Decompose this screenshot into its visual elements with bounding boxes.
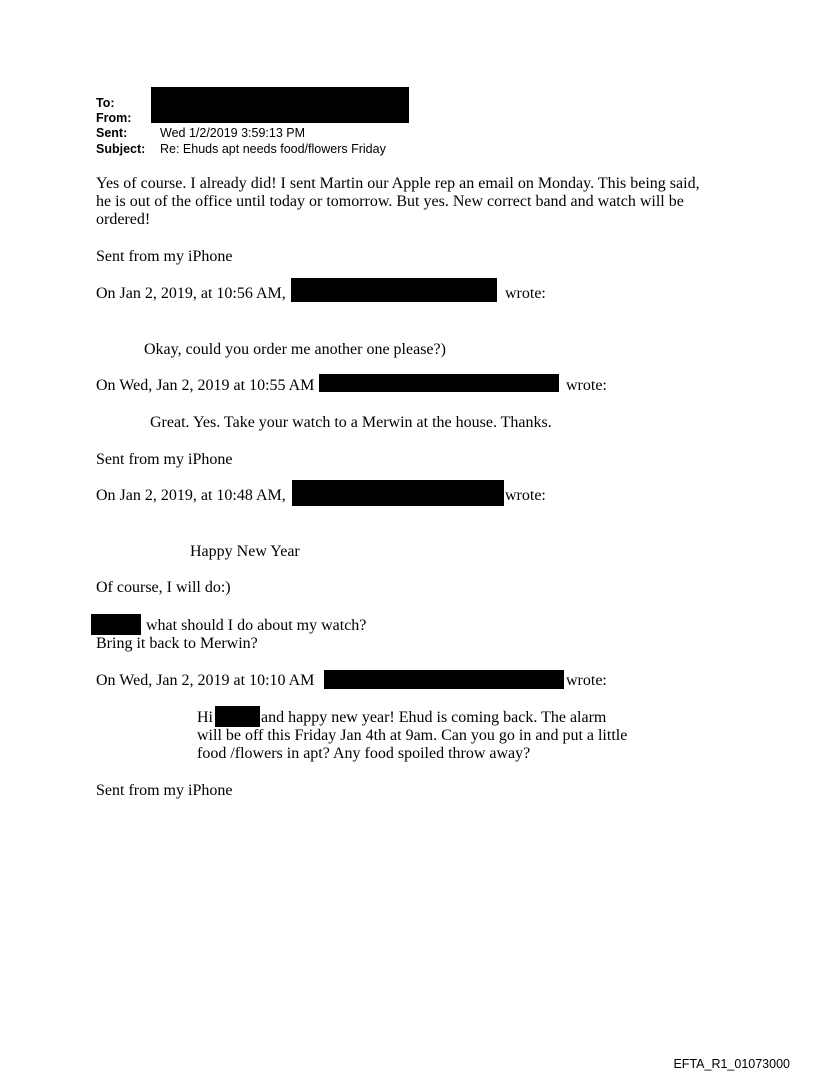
redaction-quote4-sender: [324, 670, 564, 689]
redaction-name-watch: [91, 614, 141, 635]
original-line-1: and happy new year! Ehud is coming back. The alarm: [261, 709, 607, 726]
reply-line-3: ordered!: [96, 211, 151, 228]
quote2-wrote: wrote:: [566, 377, 607, 394]
redaction-quote1-sender: [291, 278, 497, 302]
quote2-attribution: On Wed, Jan 2, 2019 at 10:55 AM: [96, 377, 315, 394]
reply-line-1: Yes of course. I already did! I sent Martin our Apple rep an email on Monday. This being said,: [96, 175, 700, 192]
quote1-attribution: On Jan 2, 2019, at 10:56 AM,: [96, 285, 286, 302]
sent-value: Wed 1/2/2019 3:59:13 PM: [160, 126, 306, 140]
original-line-3: food /flowers in apt? Any food spoiled throw away?: [197, 745, 531, 762]
subject-value: Re: Ehuds apt needs food/flowers Friday: [160, 142, 386, 156]
subject-label: Subject:: [96, 142, 146, 156]
quote4-attribution: On Wed, Jan 2, 2019 at 10:10 AM: [96, 672, 315, 689]
watch-line-2: Bring it back to Merwin?: [96, 635, 258, 652]
quote1-body: Okay, could you order me another one please?): [144, 341, 446, 358]
quote3-wrote: wrote:: [505, 487, 546, 504]
signature-1: Sent from my iPhone: [96, 248, 233, 265]
redaction-quote3-sender: [292, 480, 504, 506]
quote4-wrote: wrote:: [566, 672, 607, 689]
of-course-line: Of course, I will do:): [96, 579, 231, 596]
to-label: To:: [96, 96, 115, 110]
watch-line-1: what should I do about my watch?: [146, 617, 367, 634]
sent-label: Sent:: [96, 126, 128, 140]
quote3-attribution: On Jan 2, 2019, at 10:48 AM,: [96, 487, 286, 504]
quote3-body: Happy New Year: [190, 543, 300, 560]
reply-line-2: he is out of the office until today or tomorrow. But yes. New correct band and watch will be: [96, 193, 684, 210]
redaction-to-from: [151, 87, 409, 123]
from-label: From:: [96, 111, 132, 125]
quote1-wrote: wrote:: [505, 285, 546, 302]
original-line-2: will be off this Friday Jan 4th at 9am. Can you go in and put a little: [197, 727, 628, 744]
quote2-body: Great. Yes. Take your watch to a Merwin at the house. Thanks.: [150, 414, 552, 431]
redaction-quote2-sender: [319, 374, 559, 392]
document-id: EFTA_R1_01073000: [673, 1057, 790, 1071]
signature-2: Sent from my iPhone: [96, 451, 233, 468]
original-hi: Hi: [197, 709, 213, 726]
signature-3: Sent from my iPhone: [96, 782, 233, 799]
redaction-name-original: [215, 706, 260, 727]
